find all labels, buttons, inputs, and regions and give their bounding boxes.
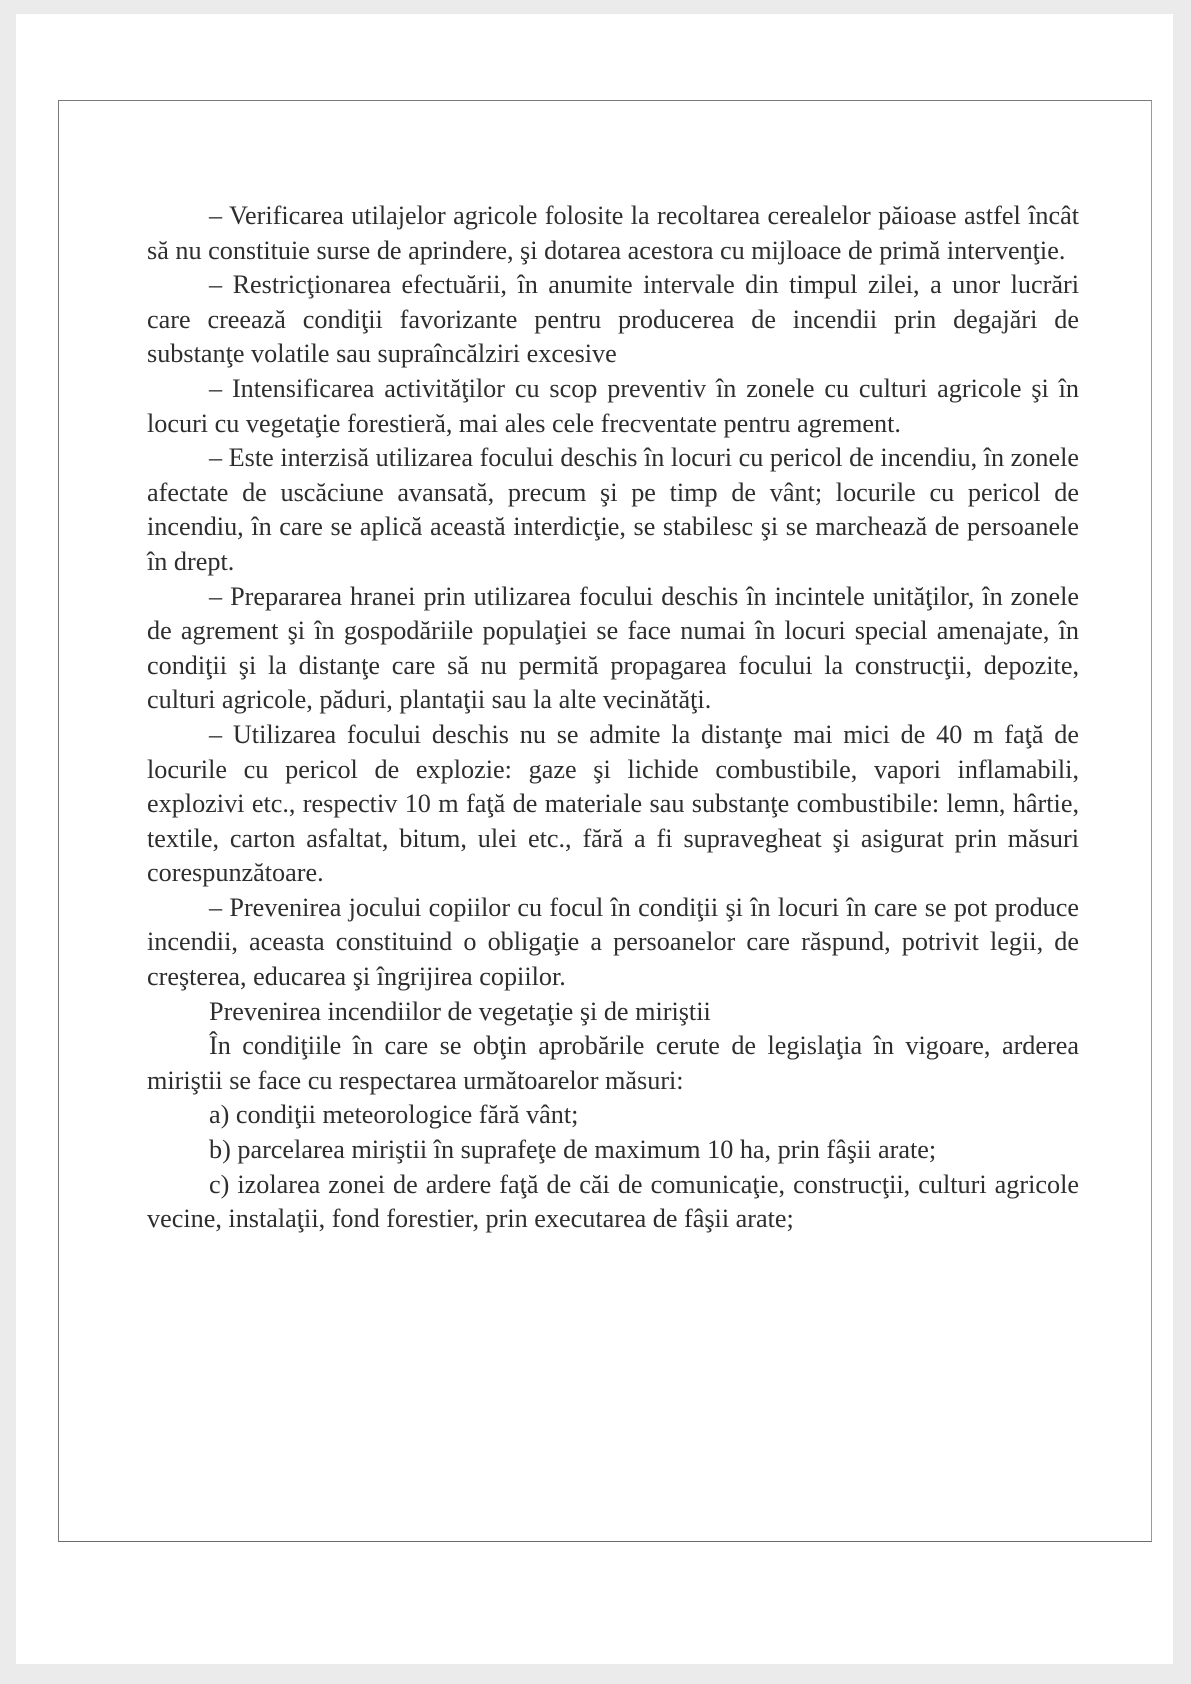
paragraph-arderea-miristii: În condiţiile în care se obţin aprobările cerute de legislaţia în vigoare, arderea miriştii se face cu respectarea următoarelor măsuri:	[147, 1031, 1079, 1095]
paragraph-verificarea-utilajelor: – Verificarea utilajelor agricole folosite la recoltarea cerealelor păioase astfel încât să nu constituie surse de aprindere, şi dotarea acestora cu mijloace de primă intervenţie.	[147, 201, 1079, 265]
paragraph-utilizarea-focului: – Utilizarea focului deschis nu se admite la distanţe mai mici de 40 m faţă de locurile cu pericol de explozie: gaze şi lichide combustibile, vapori inflamabili, explozivi etc., respectiv 10 m faţă de materiale sau substanţe combustibile: lemn, hârtie, textile, carton asfaltat, bitum, ulei etc., fără a fi supravegheat şi asigurat prin măsuri corespunzătoare.	[147, 719, 1079, 888]
paragraph-intensificarea-activitatilor: – Intensificarea activităţilor cu scop preventiv în zonele cu culturi agricole şi în locuri cu vegetaţie forestieră, mai ales cele frecventate pentru agrement.	[147, 373, 1079, 438]
section-heading-prevenirea-incendiilor: Prevenirea incendiilor de vegetaţie şi de miriştii	[209, 996, 711, 1026]
list-item-b: b) parcelarea miriştii în suprafeţe de maximum 10 ha, prin fâşii arate;	[209, 1135, 937, 1165]
paragraph-prepararea-hranei: – Prepararea hranei prin utilizarea focului deschis în incintele unităţilor, în zonele de agrement şi în gospodăriile populaţiei se face numai în locuri special amenajate, în condiţii şi la distanţe care să nu permită propagarea focului la construcţii, depozite, culturi agricole, păduri, plantaţii sau la alte vecinătăţi.	[147, 581, 1079, 715]
paragraph-restrictionarea-efectuarii: – Restricţionarea efectuării, în anumite intervale din timpul zilei, a unor lucrări care creează condiţii favorizante pentru producerea de incendii prin degajări de substanţe volatile sau supraîncălziri excesive	[147, 270, 1079, 369]
paragraph-prevenirea-jocului-copiilor: – Prevenirea jocului copiilor cu focul în condiţii şi în locuri în care se pot produce incendii, aceasta constituind o obligaţie a persoanelor care răspund, potrivit legii, de creşterea, educarea şi îngrijirea copiilor.	[147, 892, 1079, 992]
scanned-page	[16, 14, 1173, 1664]
document-body	[147, 199, 1079, 1237]
paragraph-interzis-focul-deschis: – Este interzisă utilizarea focului deschis în locuri cu pericol de incendiu, în zonele afectate de uscăciune avansată, precum şi pe timp de vânt; locurile cu pericol de incendiu, în care se aplică această interdicţie, se stabilesc şi se marchează de persoanele în drept.	[147, 443, 1079, 576]
list-item-c: c) izolarea zonei de ardere faţă de căi de comunicaţie, construcţii, culturi agricole vecine, instalaţii, fond forestier, prin executarea de fâşii arate;	[147, 1169, 1079, 1234]
list-item-a: a) condiţii meteorologice fără vânt;	[209, 1100, 579, 1130]
